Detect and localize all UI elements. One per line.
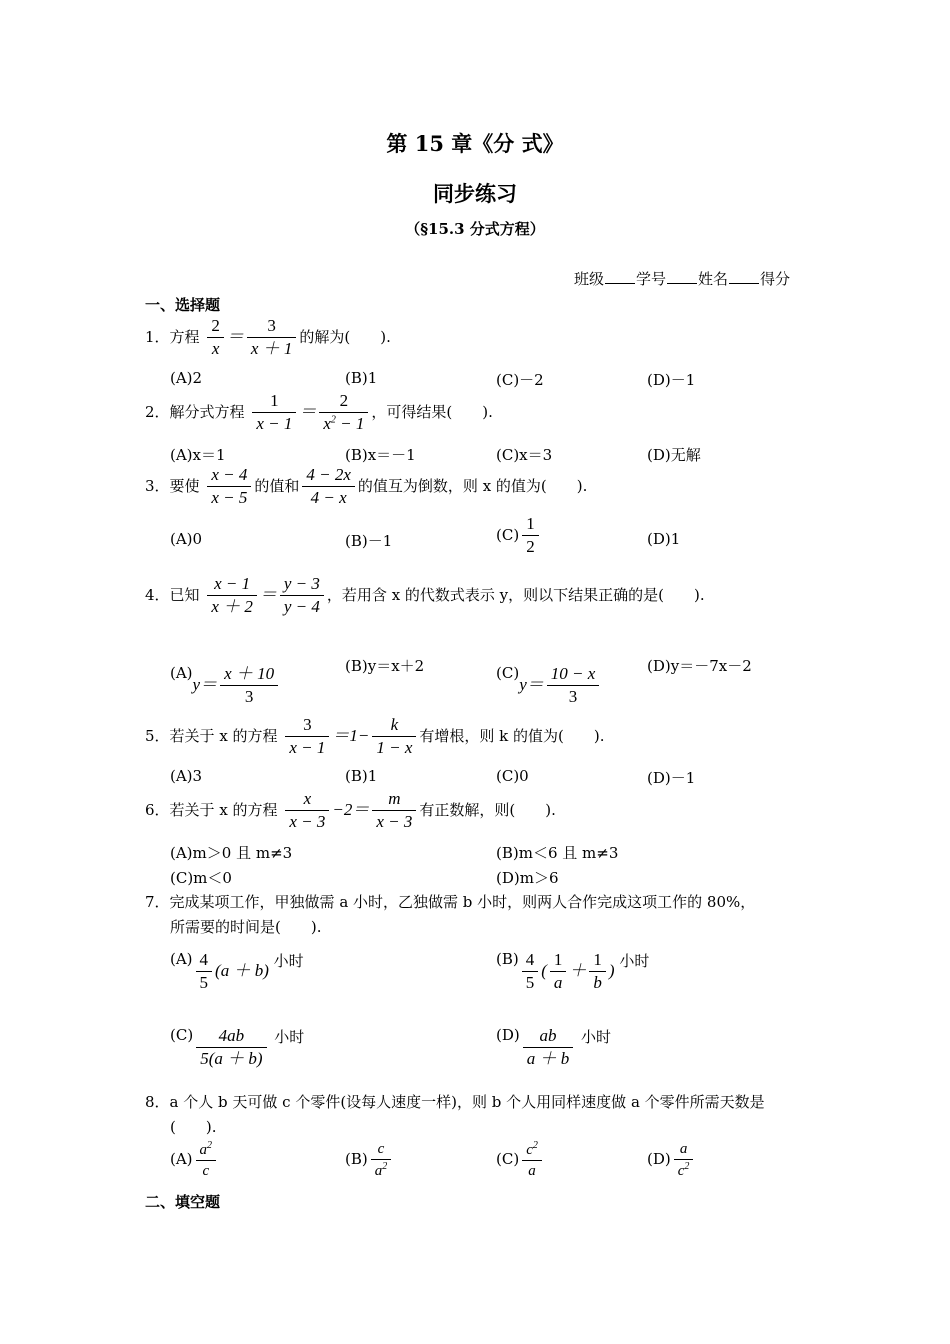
option-d [647,1140,696,1180]
question-number: 1． [145,327,170,346]
option-a: (A)m＞0 且 m≠3 [170,844,293,862]
question-3 [145,465,587,509]
question-number: 7． [145,893,170,911]
question-text: 的解为( ). [299,327,391,346]
fraction: $\frac{4 - 2x}{4 - x}$ [302,465,355,509]
option-c: (C)0 [496,767,529,785]
question-text: 已知 [169,585,200,604]
option-c: (C)m＜0 [170,869,232,887]
student-info [574,268,790,289]
option-d: (D)m＞6 [496,869,559,887]
fraction: $\frac{m}{x - 3}$ [372,789,416,833]
section2-title: 二、填空题 [145,1193,221,1211]
option-label: (C) [496,1150,520,1168]
option-label: (C) [496,663,520,682]
fraction: $\frac{a}{c^2}$ [674,1140,694,1180]
fraction: $\frac{a^2}{c}$ [196,1140,217,1180]
fraction: $\frac{1}{2}$ [522,514,539,558]
fraction: $\frac{x - 4}{x - 5}$ [207,465,251,509]
question-6: 6．若关于 x 的方程 $\frac{x}{x - 3}$ −2＝ $\frac{m}{x - 3}$ 有正数解，则( ). [145,789,556,832]
question-text: ，若用含 x 的代数式表示 y，则以下结果正确的是( ). [326,585,705,604]
question-number: 3． [145,476,170,495]
option-d: (D)－1 [647,769,696,787]
fraction: $\frac{2}{x}$ [207,316,224,360]
fraction: $\frac{k}{1 - x}$ [372,715,416,759]
option-c: (C)－2 [496,371,544,389]
page-subtitle: 同步练习 [433,181,517,206]
option-d: (D)y＝－7x－2 [647,657,752,675]
option-a: (A)y＝ $\frac{x + 10}{3}$ [170,652,281,696]
question-text: 解分式方程 [169,402,245,421]
fraction: $\frac{4ab}{5(a + b)}$ [196,1026,266,1070]
unit-label: 小时 [274,1028,305,1046]
option-b [345,1140,394,1180]
question-number: 5． [145,726,170,745]
option-a: (A)2 [170,369,203,387]
option-d: (D)1 [647,530,681,548]
option-c: (C)x＝3 [496,446,553,464]
option-label: (B) [496,950,519,968]
fraction: $\frac{y - 3}{y - 4}$ [280,574,324,618]
option-c: (C)y＝ $\frac{10 - x}{3}$ [496,652,602,696]
question-8 [145,1091,765,1112]
question-number: 2． [145,402,170,421]
score-label: 得分 [760,270,791,288]
option-label: (C) [496,525,520,544]
option-label: (D) [496,1026,520,1044]
option-b: (B)－1 [345,532,393,550]
question-text: 方程 [169,327,200,346]
fraction: $\frac{4}{5}$ [522,950,539,994]
question-7 [145,891,755,912]
question-text: 若关于 x 的方程 [169,800,278,819]
question-4: 4．已知 $\frac{x - 1}{x + 2}$ ＝ $\frac{y - 3}{y - 4}$ ，若用含 x 的代数式表示 y，则以下结果正确的是( ). [145,574,705,617]
question-5: 5．若关于 x 的方程 $\frac{3}{x - 1}$ ＝1− $\frac{k}{1 - x}$ 有增根，则 k 的值为( ). [145,715,605,758]
fraction: $\frac{4}{5}$ [196,950,213,994]
unit-label: 小时 [581,1028,612,1046]
option-label: (A) [170,1150,193,1168]
option-a: (A)0 [170,530,203,548]
fraction: $\frac{1}{b}$ [589,950,606,994]
option-d: (D)－1 [647,371,696,389]
fraction: $\frac{c^2}{a}$ [522,1140,542,1180]
option-d [496,1026,611,1070]
unit-label: 小时 [619,952,650,970]
question-text: ，可得结果( ). [371,402,493,421]
question-text: a 个人 b 天可做 c 个零件(设每人速度一样)，则 b 个人用同样速度做 a 个零件所需天数是 [169,1093,765,1111]
option-a: (A)x＝1 [170,446,226,464]
option-c [496,1140,545,1180]
question-text: 的值互为倒数，则 x 的值为( ). [357,476,588,495]
fraction: $\frac{3}{x + 1}$ [247,316,297,360]
question-text: 若关于 x 的方程 [169,726,278,745]
option-label: (A) [170,663,193,682]
question-number: 6． [145,800,170,819]
option-label: (B) [345,1150,368,1168]
question-text: 有正数解，则( ). [419,800,556,819]
option-a [170,1140,219,1180]
fraction: $\frac{ab}{a + b}$ [523,1026,574,1070]
question-7-line2: 所需要的时间是( ). [170,918,322,936]
option-b: (B) $\frac{4}{5}$ ( $\frac{1}{a}$ ＋ $\frac{1}{b}$ ) 小时 [496,950,650,993]
option-a: (A)3 [170,767,203,785]
unit-label: 小时 [273,952,304,970]
question-text: 的值和 [254,476,300,495]
question-text: 完成某项工作，甲独做需 a 小时，乙独做需 b 小时，则两人合作完成这项工作的 80%， [169,893,756,911]
section1-title: 一、选择题 [145,296,221,314]
option-b: (B)x＝－1 [345,446,416,464]
option-b: (B)m＜6 且 m≠3 [496,844,619,862]
fraction: $\frac{10 - x}{3}$ [547,664,600,708]
option-d: (D)无解 [647,446,701,464]
option-label: (D) [647,1150,671,1168]
option-label: (A) [170,950,193,968]
chapter-title: 第 15 章《分 式》 [386,131,564,156]
option-c [170,1026,304,1070]
fraction: $\frac{1}{x - 1}$ [252,391,296,435]
question-number: 8． [145,1093,170,1111]
question-8-line2: ( ). [170,1118,217,1136]
question-1: 1．方程 $\frac{2}{x}$ ＝ $\frac{3}{x + 1}$ 的解为( ). [145,316,391,359]
option-label: (C) [170,1026,194,1044]
option-b: (B)1 [345,369,378,387]
number-label: 学号 [636,270,667,288]
section-label: （§15.3 分式方程） [405,220,545,238]
question-2: 2．解分式方程 $\frac{1}{x - 1}$ ＝ $\frac{2}{x^2 - 1}$ ，可得结果( ). [145,391,493,434]
class-label: 班级 [574,270,605,288]
fraction: $\frac{1}{a}$ [550,950,567,994]
name-label: 姓名 [698,270,729,288]
fraction: $\frac{2}{x^2 - 1}$ [319,391,368,435]
option-c [496,514,542,558]
option-b: (B)1 [345,767,378,785]
fraction: $\frac{x - 1}{x + 2}$ [207,574,257,618]
question-text: 有增根，则 k 的值为( ). [419,726,605,745]
fraction: $\frac{3}{x - 1}$ [285,715,329,759]
fraction: $\frac{x}{x - 3}$ [285,789,329,833]
option-b: (B)y＝x＋2 [345,657,425,675]
option-a: (A) $\frac{4}{5}$ (a ＋ b) 小时 [170,950,304,993]
question-text: 要使 [169,476,200,495]
fraction: $\frac{c}{a^2}$ [371,1140,392,1180]
question-number: 4． [145,585,170,604]
fraction: $\frac{x + 10}{3}$ [220,664,278,708]
